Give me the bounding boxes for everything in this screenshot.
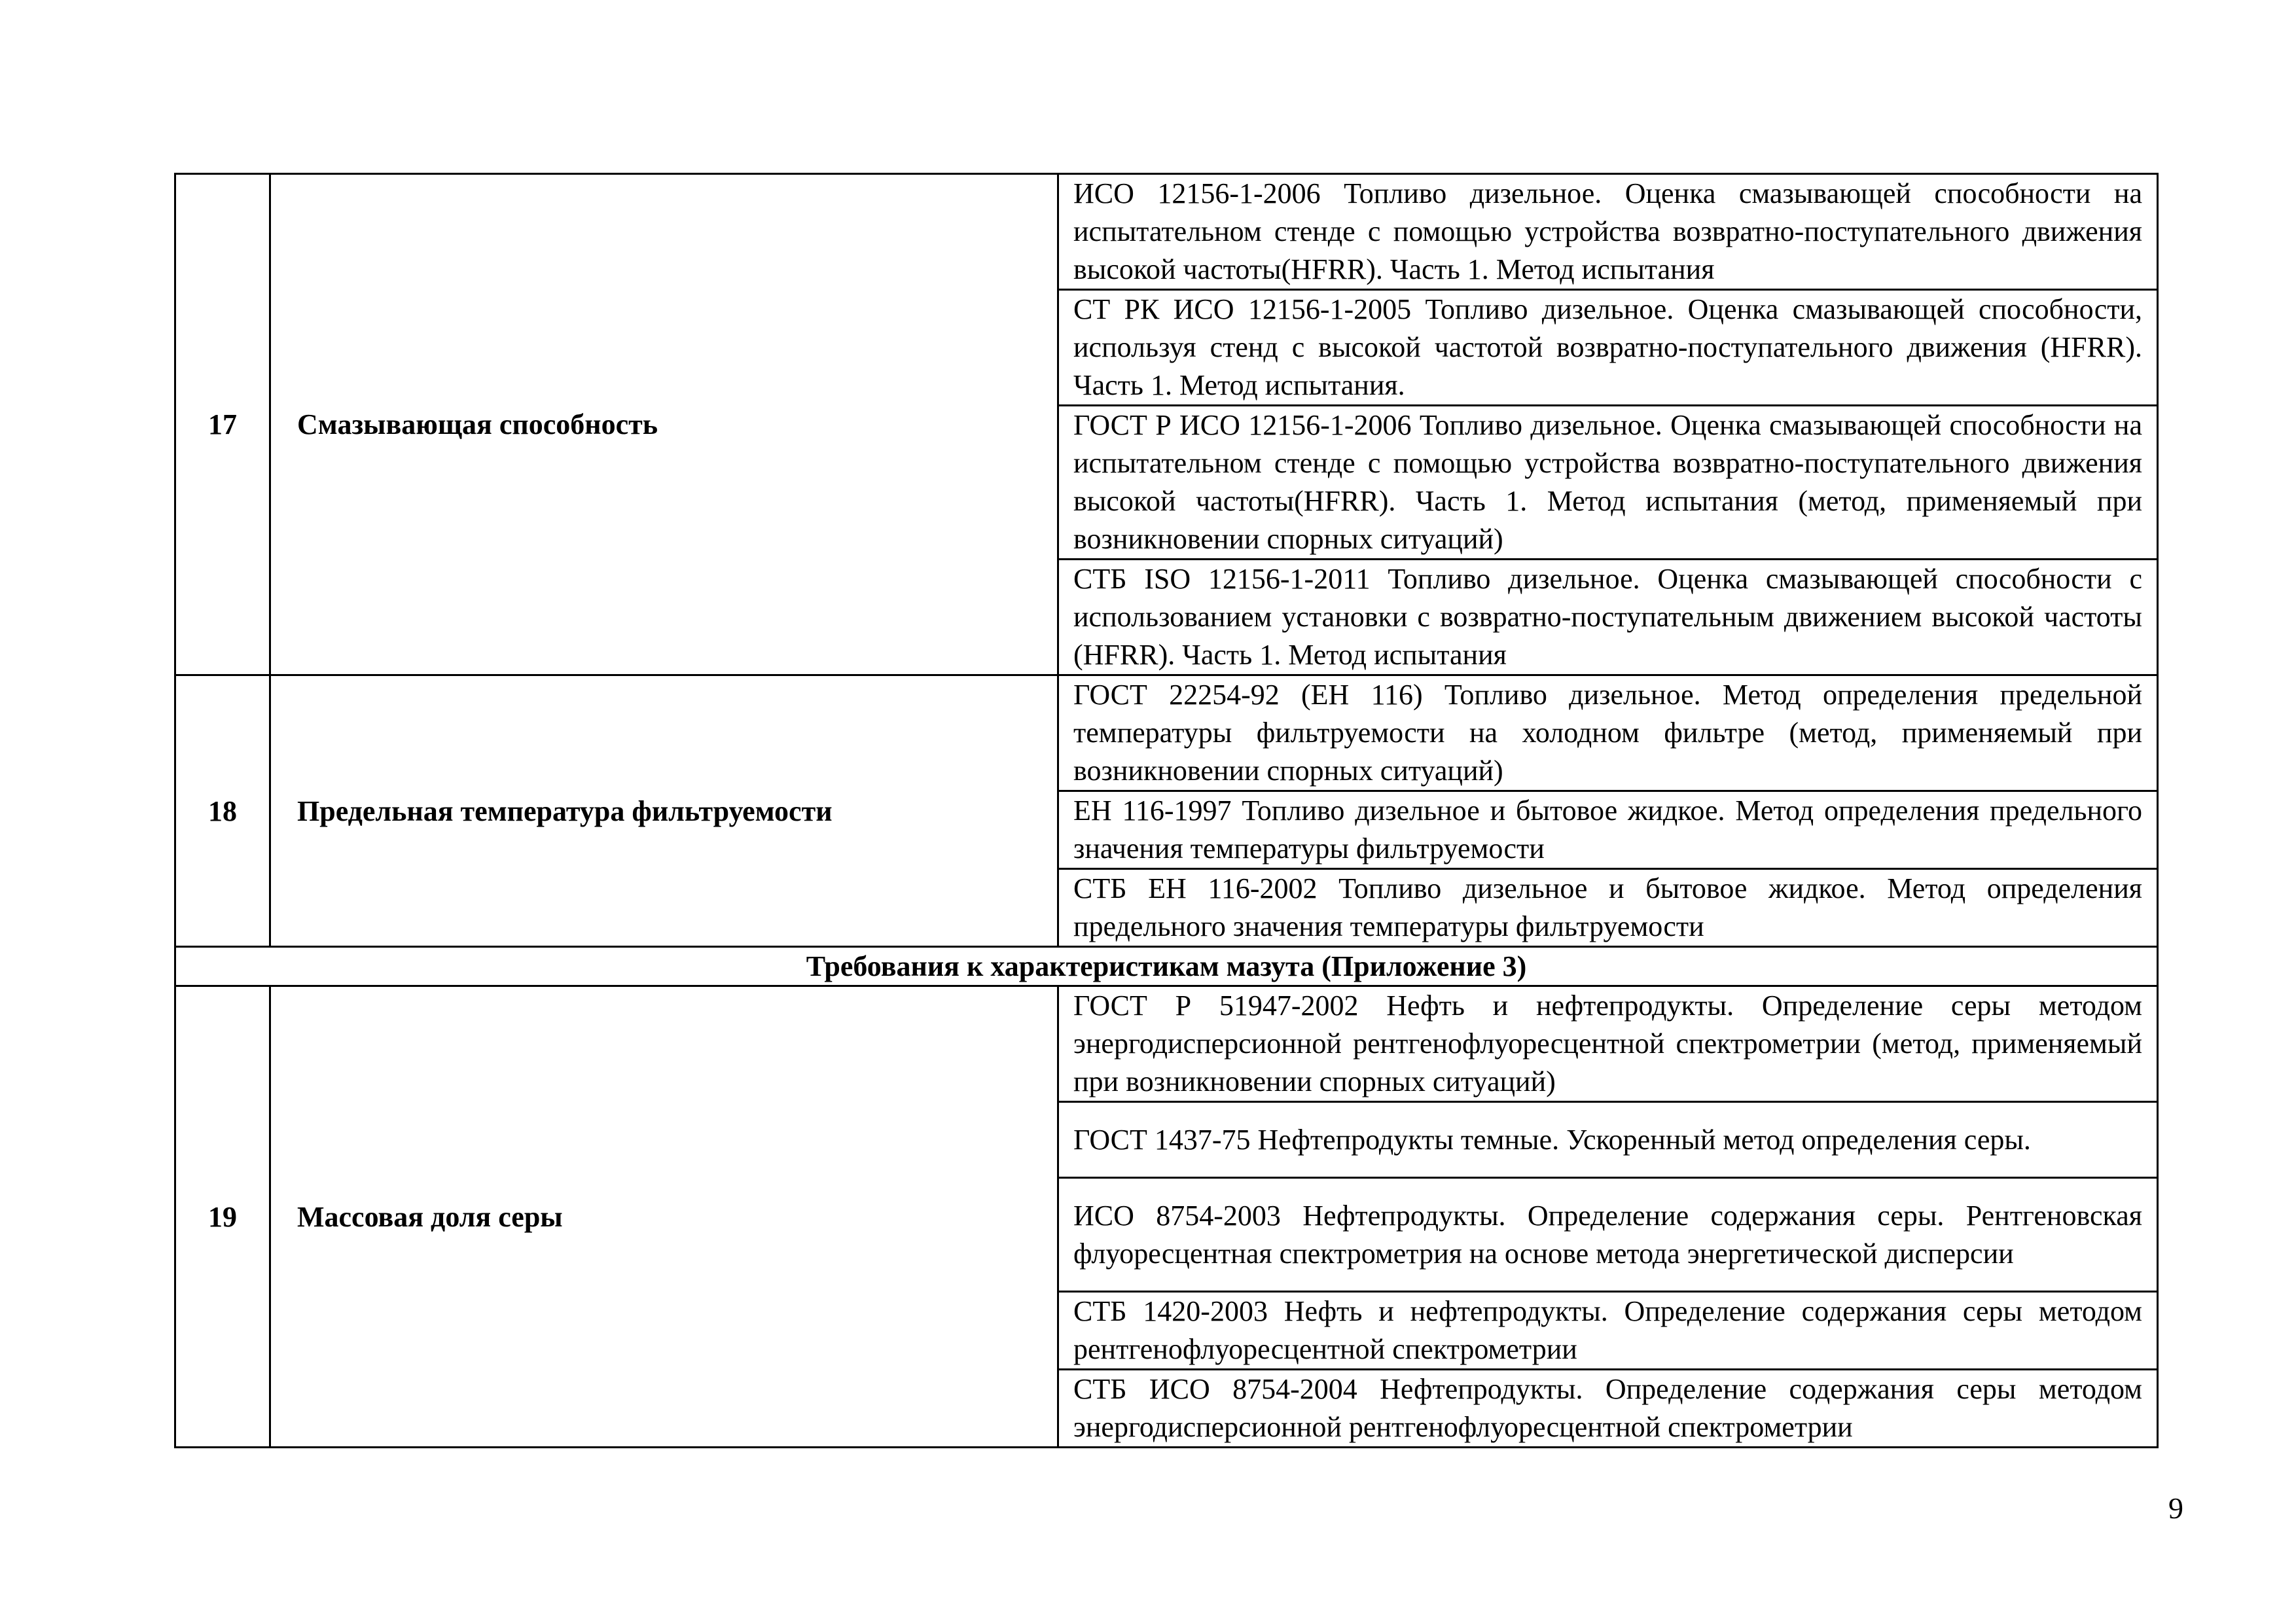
characteristic-name: Предельная температура фильтруемости — [270, 675, 1058, 947]
table-row — [175, 986, 2158, 1102]
standard-cell: СТ РК ИСО 12156-1-2005 Топливо дизельное. Оценка смазывающей способности, используя стенд с высокой частотой возвратно-поступательного движения (HFRR). Часть 1. Метод испытания. — [1058, 290, 2158, 406]
standard-cell: ГОСТ Р 51947-2002 Нефть и нефтепродукты. Определение серы методом энергодисперсионной рентгенофлуоресцентной спектрометрии (метод, применяемый при возникновении спорных ситуаций) — [1058, 986, 2158, 1102]
characteristic-name: Массовая доля серы — [270, 986, 1058, 1448]
table-row — [175, 947, 2158, 986]
table-row — [175, 174, 2158, 290]
standard-cell: ГОСТ 22254-92 (ЕН 116) Топливо дизельное. Метод определения предельной температуры фильтруемости на холодном фильтре (метод, применяемый при возникновении спорных ситуаций) — [1058, 675, 2158, 791]
standards-table — [174, 173, 2159, 1448]
row-number: 17 — [175, 174, 270, 675]
table-row — [175, 675, 2158, 791]
row-number: 19 — [175, 986, 270, 1448]
standard-cell: СТБ ИСО 8754-2004 Нефтепродукты. Определение содержания серы методом энергодисперсионной рентгенофлуоресцентной спектрометрии — [1058, 1370, 2158, 1448]
standard-cell: ГОСТ 1437-75 Нефтепродукты темные. Ускоренный метод определения серы. — [1058, 1102, 2158, 1178]
standard-cell: ИСО 8754-2003 Нефтепродукты. Определение содержания серы. Рентгеновская флуоресцентная спектрометрия на основе метода энергетической дисперсии — [1058, 1178, 2158, 1292]
standard-cell: СТБ ЕН 116-2002 Топливо дизельное и бытовое жидкое. Метод определения предельного значения температуры фильтруемости — [1058, 869, 2158, 947]
row-number: 18 — [175, 675, 270, 947]
characteristic-name: Смазывающая способность — [270, 174, 1058, 675]
standard-cell: ЕН 116-1997 Топливо дизельное и бытовое жидкое. Метод определения предельного значения температуры фильтруемости — [1058, 791, 2158, 869]
standard-cell: СТБ ISO 12156-1-2011 Топливо дизельное. Оценка смазывающей способности с использованием установки с возвратно-поступательным движением высокой частоты (HFRR). Часть 1. Метод испытания — [1058, 560, 2158, 675]
page-number: 9 — [2168, 1491, 2183, 1525]
standard-cell: ГОСТ Р ИСО 12156-1-2006 Топливо дизельное. Оценка смазывающей способности на испытательном стенде с помощью устройства возвратно-поступательного движения высокой частоты(HFRR). Часть 1. Метод испытания (метод, применяемый при возникновении спорных ситуаций) — [1058, 406, 2158, 560]
standard-cell: СТБ 1420-2003 Нефть и нефтепродукты. Определение содержания серы методом рентгенофлуоресцентной спектрометрии — [1058, 1292, 2158, 1370]
standard-cell: ИСО 12156-1-2006 Топливо дизельное. Оценка смазывающей способности на испытательном стенде с помощью устройства возвратно-поступательного движения высокой частоты(HFRR). Часть 1. Метод испытания — [1058, 174, 2158, 290]
section-heading: Требования к характеристикам мазута (Приложение 3) — [175, 947, 2158, 986]
